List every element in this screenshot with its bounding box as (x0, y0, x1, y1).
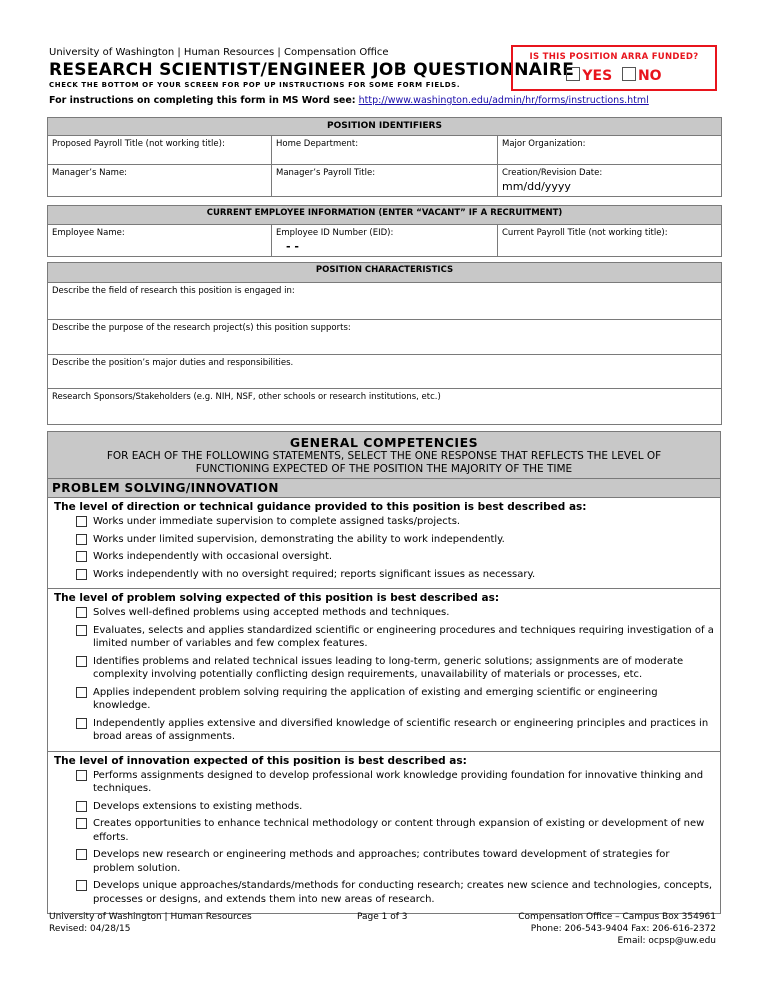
sponsors-label: Research Sponsors/Stakeholders (e.g. NIH, NSF, other schools or research institutions, etc.) (52, 392, 441, 402)
checkbox[interactable] (76, 687, 87, 698)
proposed-title-label: Proposed Payroll Title (not working title): (52, 139, 225, 149)
arra-options (513, 67, 715, 84)
option-label: Works under immediate supervision to complete assigned tasks/projects. (93, 516, 461, 527)
footer-page-number: Page 1 of 3 (357, 912, 408, 922)
checkbox[interactable] (76, 625, 87, 636)
footer-org: University of Washington | Human Resources (49, 912, 252, 922)
footer-right (518, 911, 716, 947)
instructions-link[interactable]: http://www.washington.edu/admin/hr/forms/instructions.html (358, 95, 649, 106)
arra-no-checkbox[interactable] (622, 67, 636, 81)
checkbox[interactable] (76, 551, 87, 562)
checkbox[interactable] (76, 516, 87, 527)
current-title-label: Current Payroll Title (not working title): (502, 228, 668, 238)
option-item[interactable] (54, 800, 714, 814)
option-item[interactable] (54, 624, 714, 651)
checkbox[interactable] (76, 880, 87, 891)
major-organization-field[interactable] (498, 136, 722, 165)
position-identifiers-table (47, 117, 722, 197)
checkbox[interactable] (76, 569, 87, 580)
instructions-line (49, 95, 649, 106)
current-title-field[interactable] (498, 225, 722, 257)
manager-name-label: Manager’s Name: (52, 168, 128, 178)
checkbox[interactable] (76, 534, 87, 545)
option-item[interactable] (54, 655, 714, 682)
footer-email: Email: ocpsp@uw.edu (617, 936, 716, 946)
arra-question: IS THIS POSITION ARRA FUNDED? (529, 52, 699, 62)
competencies-header (48, 432, 720, 479)
option-item[interactable] (54, 550, 714, 564)
eid-field[interactable] (272, 225, 498, 257)
question-problem-solving (48, 589, 720, 752)
position-characteristics-header: POSITION CHARACTERISTICS (48, 263, 722, 283)
footer-phone: Phone: 206-543-9404 Fax: 206-616-2372 (530, 924, 716, 934)
option-label: Independently applies extensive and diversified knowledge of scientific research or engineering principles and practices in broad areas of assignments. (93, 717, 709, 742)
option-item[interactable] (54, 606, 714, 620)
competencies-title: GENERAL COMPETENCIES (289, 435, 479, 450)
option-label: Works independently with no oversight required; reports significant issues as necessary. (93, 568, 536, 580)
footer-left (49, 911, 252, 935)
checkbox[interactable] (76, 818, 87, 829)
problem-solving-header: PROBLEM SOLVING/INNOVATION (48, 479, 720, 498)
option-item[interactable] (54, 515, 714, 529)
manager-title-field[interactable] (272, 165, 498, 197)
revision-date-value[interactable]: mm/dd/yyyy (502, 180, 571, 193)
option-label: Works under limited supervision, demonstrating the ability to work independently. (93, 533, 505, 545)
sponsors-input[interactable] (48, 389, 722, 425)
option-label: Solves well-defined problems using accepted methods and techniques. (93, 607, 450, 618)
option-label: Evaluates, selects and applies standardized scientific or engineering procedures and techniques requiring investigation of a limited number of variables and few complex features. (93, 624, 714, 649)
employee-name-label: Employee Name: (52, 228, 125, 238)
option-label: Develops new research or engineering methods and approaches; contributes toward development of strategies for problem solution. (93, 849, 670, 874)
footer-revised: Revised: 04/28/15 (49, 924, 131, 934)
eid-value[interactable]: - - (286, 240, 299, 253)
popup-note: CHECK THE BOTTOM OF YOUR SCREEN FOR POP UP INSTRUCTIONS FOR SOME FORM FIELDS. (49, 81, 461, 89)
question-guidance (48, 498, 720, 589)
question-title: The level of direction or technical guidance provided to this position is best described as: (54, 501, 587, 513)
option-label: Applies independent problem solving requiring the application of existing and emerging scientific or engineering knowledge. (93, 686, 658, 711)
question-title: The level of problem solving expected of this position is best described as: (54, 592, 500, 604)
page-title: RESEARCH SCIENTIST/ENGINEER JOB QUESTIONNAIRE (49, 60, 575, 80)
question-innovation (48, 752, 720, 914)
arra-box (511, 45, 717, 91)
checkbox[interactable] (76, 656, 87, 667)
eid-label: Employee ID Number (EID): (276, 228, 394, 238)
checkbox[interactable] (76, 718, 87, 729)
current-employee-header: CURRENT EMPLOYEE INFORMATION (ENTER “VACANT” IF A RECRUITMENT) (48, 206, 722, 225)
research-field-input[interactable] (48, 283, 722, 320)
arra-yes-checkbox[interactable] (566, 67, 580, 81)
footer-office: Compensation Office – Campus Box 354961 (518, 912, 716, 922)
general-competencies (47, 431, 721, 914)
option-label: Performs assignments designed to develop professional work knowledge providing foundation for innovative thinking and techniques. (93, 769, 704, 794)
instructions-label: For instructions on completing this form in MS Word see: (49, 95, 356, 106)
research-purpose-input[interactable] (48, 320, 722, 355)
question-title: The level of innovation expected of this position is best described as: (54, 754, 467, 767)
current-employee-table (47, 205, 722, 257)
option-item[interactable] (54, 568, 714, 582)
research-field-label: Describe the field of research this position is engaged in: (52, 286, 295, 296)
option-item[interactable] (54, 769, 714, 796)
position-characteristics-table (47, 262, 722, 425)
option-label: Identifies problems and related technical issues leading to long-term, generic solutions; assignments are of moderate complexity involving potentially conflicting design requirements, unavailability of materials or processes, etc. (93, 655, 684, 680)
checkbox[interactable] (76, 801, 87, 812)
arra-yes-label: YES (582, 68, 613, 84)
checkbox[interactable] (76, 849, 87, 860)
option-label: Develops unique approaches/standards/methods for conducting research; creates new science and technologies, concepts, processes or designs, and extends them into new areas of research. (93, 880, 713, 905)
option-label: Creates opportunities to enhance technical methodology or content through expansion of existing or development of new efforts. (93, 818, 705, 843)
org-line: University of Washington | Human Resources | Compensation Office (49, 47, 389, 58)
duties-input[interactable] (48, 355, 722, 389)
home-department-field[interactable] (272, 136, 498, 165)
competencies-subtitle: FOR EACH OF THE FOLLOWING STATEMENTS, SELECT THE ONE RESPONSE THAT REFLECTS THE LEVEL OF FUNCTIONING EXPECTED OF THE POSITION THE MAJORITY OF THE TIME (106, 450, 662, 475)
option-label: Develops extensions to existing methods. (93, 800, 303, 812)
option-item[interactable] (54, 533, 714, 547)
option-item[interactable] (54, 686, 714, 713)
revision-date-label: Creation/Revision Date: (502, 168, 603, 178)
option-item[interactable] (54, 817, 714, 844)
checkbox[interactable] (76, 607, 87, 618)
home-department-label: Home Department: (276, 139, 359, 149)
position-identifiers-header: POSITION IDENTIFIERS (48, 118, 722, 136)
duties-label: Describe the position’s major duties and responsibilities. (52, 358, 294, 368)
manager-title-label: Manager’s Payroll Title: (276, 168, 376, 178)
proposed-title-field[interactable] (48, 136, 272, 165)
option-item[interactable] (54, 717, 714, 744)
manager-name-field[interactable] (48, 165, 272, 197)
option-label: Works independently with occasional oversight. (93, 551, 333, 562)
revision-date-field[interactable] (498, 165, 722, 197)
employee-name-field[interactable] (48, 225, 272, 257)
major-organization-label: Major Organization: (502, 139, 586, 149)
option-item[interactable] (54, 848, 714, 875)
research-purpose-label: Describe the purpose of the research project(s) this position supports: (52, 323, 351, 333)
checkbox[interactable] (76, 770, 87, 781)
option-item[interactable] (54, 879, 714, 906)
arra-no-label: NO (637, 68, 662, 84)
